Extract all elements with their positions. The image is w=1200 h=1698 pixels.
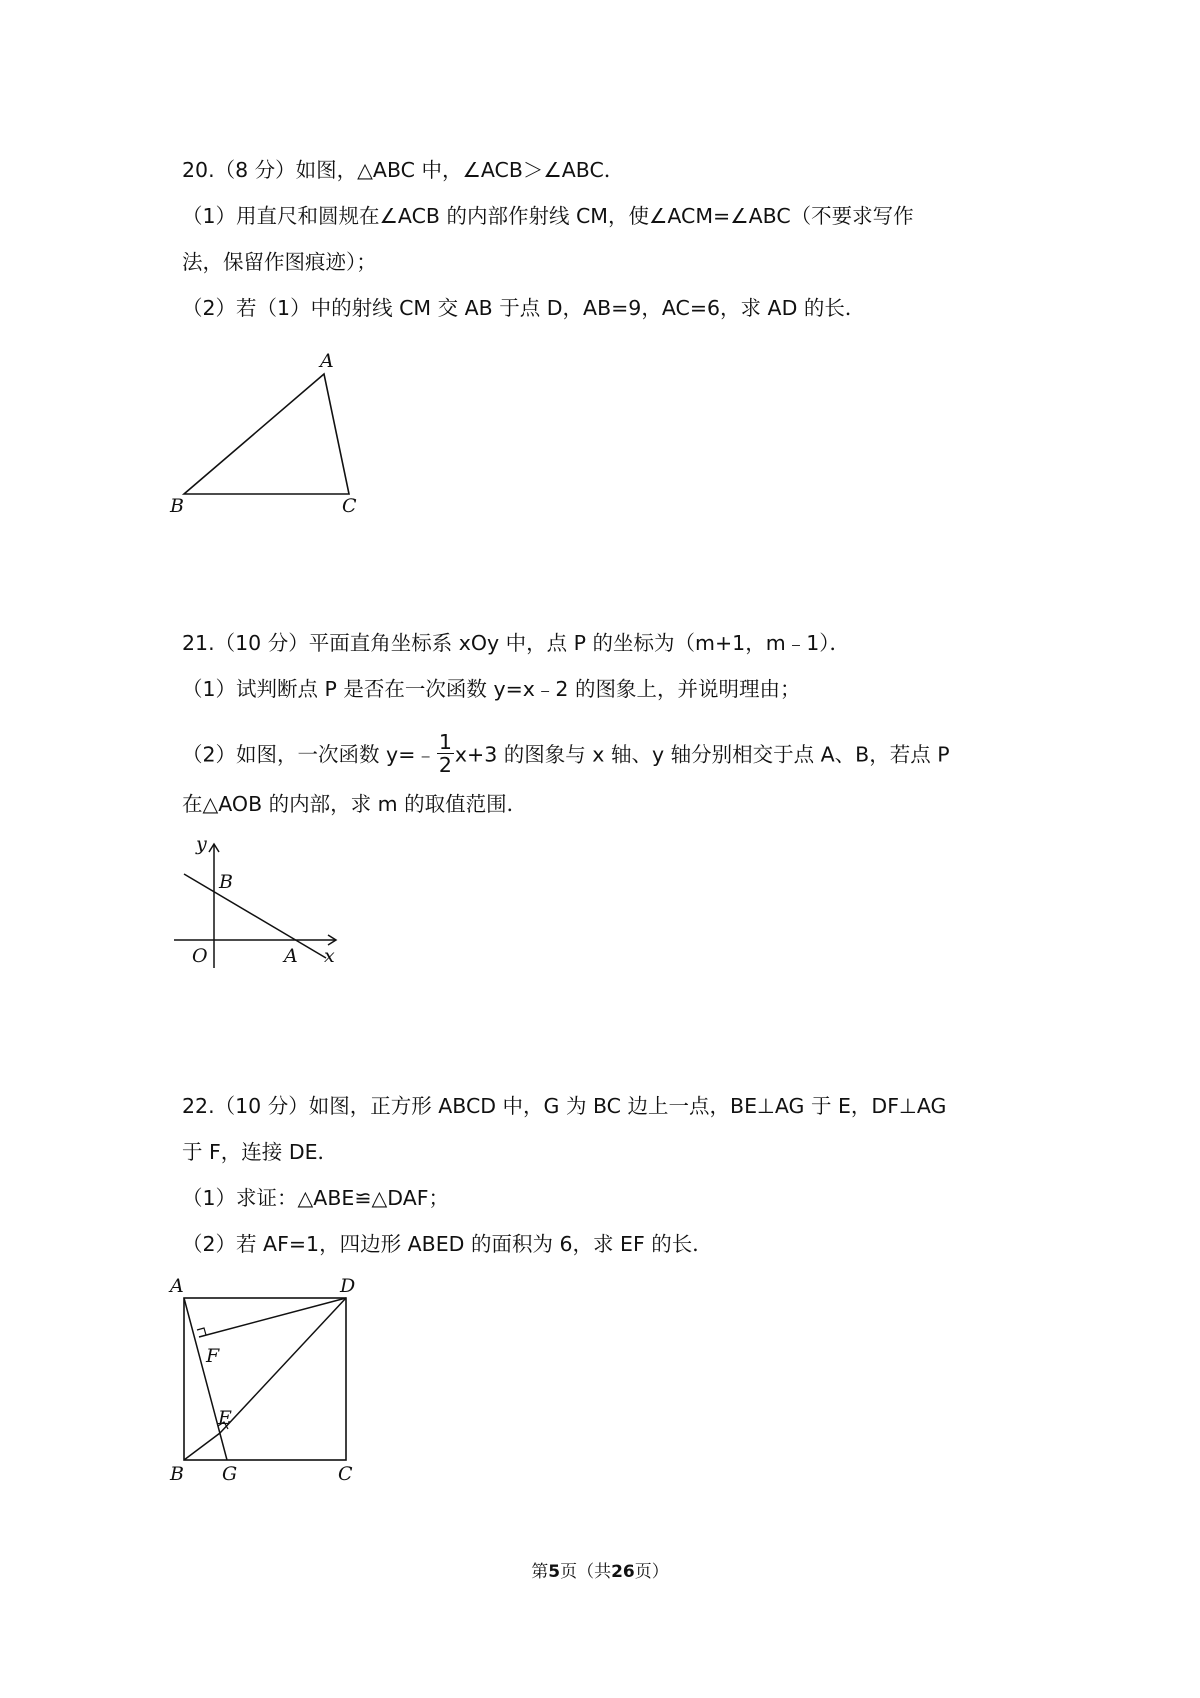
q21-part2-prefix: （2）如图，一次函数 y=﹣ (182, 742, 436, 767)
footer-page-number: 5 (548, 1562, 561, 1582)
q22-part1: （1）求证：△ABE≌△DAF； (182, 1186, 450, 1210)
label-a: A (170, 1275, 184, 1297)
q21-title: 21.（10 分）平面直角坐标系 xOy 中，点 P 的坐标为（m+1，m﹣1）． (182, 631, 850, 655)
right-angle-f-icon (197, 1328, 206, 1335)
segment-be (184, 1433, 220, 1460)
segment-df (199, 1298, 346, 1337)
label-f: F (206, 1345, 220, 1367)
q20-part2: （2）若（1）中的射线 CM 交 AB 于点 D，AB=9，AC=6，求 AD 的长． (182, 296, 866, 320)
segment-ag (184, 1298, 227, 1460)
label-c: C (342, 495, 357, 517)
q21-part2-line1 (182, 730, 950, 778)
label-e: E (218, 1407, 232, 1429)
q20-part1-line1: （1）用直尺和圆规在∠ACB 的内部作射线 CM，使∠ACM=∠ABC（不要求写作 (182, 204, 914, 228)
label-o: O (192, 945, 208, 967)
q20-title: 20.（8 分）如图，△ABC 中，∠ACB＞∠ABC． (182, 158, 625, 182)
page-footer (0, 1557, 1200, 1582)
label-d: D (340, 1275, 356, 1297)
footer-middle: 页（共 (560, 1562, 612, 1582)
label-b: B (219, 871, 233, 893)
square-abcd (184, 1298, 346, 1460)
q22-title-line1: 22.（10 分）如图，正方形 ABCD 中，G 为 BC 边上一点，BE⊥AG 于 E，DF⊥AG (182, 1094, 947, 1118)
label-x: x (324, 945, 335, 967)
q21-part1: （1）试判断点 P 是否在一次函数 y=x﹣2 的图象上，并说明理由； (182, 677, 801, 701)
segment-de (220, 1298, 346, 1433)
q22-title-line2: 于 F，连接 DE． (182, 1140, 339, 1164)
q21-coordinate-figure (170, 832, 350, 972)
q22-square-figure (170, 1272, 370, 1485)
label-c: C (338, 1463, 353, 1485)
label-b: B (170, 1463, 184, 1485)
label-g: G (222, 1463, 238, 1485)
q22-part2: （2）若 AF=1，四边形 ABED 的面积为 6，求 EF 的长． (182, 1232, 713, 1256)
footer-prefix: 第 (531, 1562, 549, 1582)
label-b: B (170, 495, 184, 517)
triangle-abc (184, 374, 349, 494)
fraction-numerator: 1 (438, 730, 452, 754)
q21-part2-line2: 在△AOB 的内部，求 m 的取值范围． (182, 792, 528, 816)
label-y: y (196, 833, 207, 855)
q21-part2-suffix: x+3 的图象与 x 轴、y 轴分别相交于点 A、B，若点 P (454, 742, 950, 767)
q20-part1-line2: 法，保留作图痕迹）； (182, 250, 377, 274)
q20-triangle-figure (170, 340, 400, 520)
label-a: A (320, 350, 334, 372)
fraction-one-half (437, 731, 454, 776)
label-a: A (284, 945, 298, 967)
footer-suffix: 页） (634, 1562, 669, 1582)
footer-total-pages: 26 (611, 1562, 635, 1582)
fraction-denominator: 2 (438, 753, 452, 777)
